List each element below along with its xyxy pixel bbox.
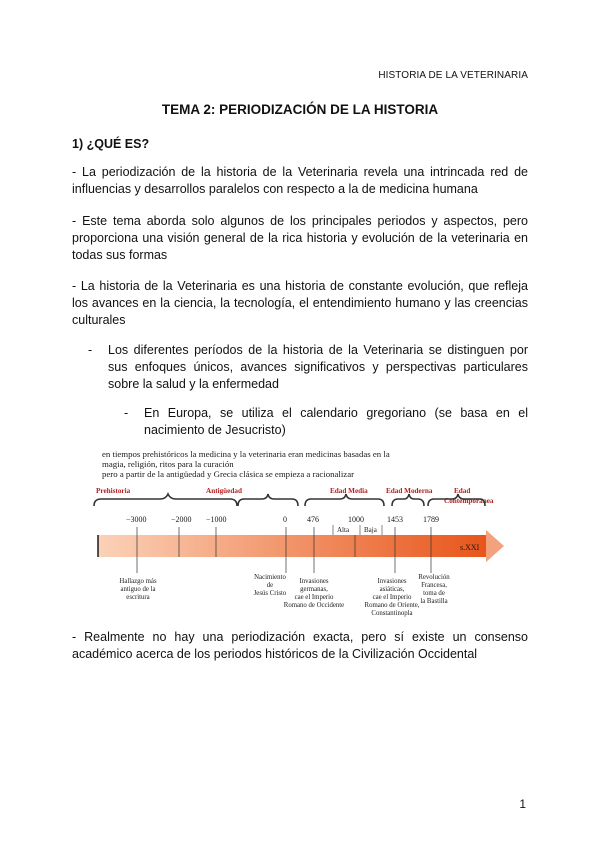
- date-label-1453: 1453: [387, 515, 403, 524]
- event-revolucion-line-2: Francesa,: [421, 582, 447, 589]
- date-label-1789: 1789: [423, 515, 439, 524]
- bullet-periodos: [88, 342, 528, 393]
- event-invasiones-germanas-line-1: Invasiones: [299, 578, 329, 585]
- note-line-3: pero a partir de la antigüedad y Grecia clásica se empieza a racionalizar: [102, 469, 355, 479]
- bullet-marker: -: [124, 406, 129, 420]
- bullet-marker: -: [88, 343, 93, 357]
- timeline-svg: [92, 443, 522, 617]
- event-escritura-line-3: escritura: [126, 594, 150, 601]
- date-label-476: 476: [307, 515, 319, 524]
- page-number: 1: [519, 797, 526, 811]
- event-escritura-line-2: antiguo de la: [120, 586, 156, 593]
- event-escritura-line-1: Hallazgo más: [119, 578, 157, 585]
- date-label-minus-3000: −3000: [126, 515, 147, 524]
- period-label-antiguedad: Antigüedad: [206, 487, 242, 495]
- timeline-figure: [92, 443, 522, 617]
- period-label-prehistoria: Prehistoria: [96, 487, 131, 495]
- event-invasiones-asiaticas-line-3: cae el Imperio: [372, 594, 412, 601]
- brace-prehistoria: [94, 494, 237, 506]
- event-invasiones-asiaticas-line-2: asiáticas,: [379, 586, 405, 593]
- period-label-edad-moderna: Edad Moderna: [386, 487, 433, 495]
- period-label-edad-contemporanea-1: Edad: [454, 487, 471, 495]
- event-revolucion-line-1: Revolución: [418, 574, 450, 581]
- bullet-text: En Europa, se utiliza el calendario gregoriano (se basa en el nacimiento de Jesucristo): [144, 406, 528, 437]
- paragraph-evolucion: - La historia de la Veterinaria es una historia de constante evolución, que refleja los avances en la ciencia, la tecnología, el entendimiento humano y las creencias culturales: [72, 279, 528, 327]
- section-heading: 1) ¿QUÉ ES?: [72, 137, 150, 151]
- brace-antiguedad: [238, 494, 298, 506]
- running-header: HISTORIA DE LA VETERINARIA: [378, 70, 528, 81]
- date-label-minus-2000: −2000: [171, 515, 192, 524]
- event-invasiones-asiaticas-line-1: Invasiones: [377, 578, 407, 585]
- brace-edad-moderna: [392, 494, 424, 506]
- timeline-bar: [98, 535, 486, 557]
- date-label-0: 0: [283, 515, 287, 524]
- date-label-minus-1000: −1000: [206, 515, 227, 524]
- note-line-2: magia, religión, ritos para la curación: [102, 459, 234, 469]
- event-invasiones-asiaticas-line-4: Romano de Oriente,: [364, 602, 420, 609]
- subperiod-label-alta: Alta: [337, 526, 350, 534]
- brace-edad-media: [305, 494, 384, 506]
- period-label-edad-contemporanea-2: Contemporanea: [444, 497, 494, 505]
- period-label-edad-media: Edad Media: [330, 487, 368, 495]
- paragraph-periodizacion: - La periodización de la historia de la Veterinaria revela una intrincada red de influencias y desarrollos paralelos con respecto a la de medicina humana: [72, 165, 528, 196]
- event-nacimiento-line-2: de: [266, 582, 274, 589]
- bullet-calendario: [124, 405, 528, 439]
- event-invasiones-asiaticas-line-5: Constantinopla: [371, 610, 413, 617]
- event-invasiones-germanas-line-2: germanas,: [300, 586, 328, 593]
- event-revolucion-line-3: toma de: [423, 590, 445, 597]
- event-invasiones-germanas-line-3: cae el Imperio: [294, 594, 334, 601]
- event-nacimiento-line-1: Nacimiento: [254, 574, 286, 581]
- event-revolucion-line-4: la Bastilla: [420, 598, 448, 605]
- subperiod-label-baja: Baja: [364, 526, 377, 534]
- paragraph-tema: - Este tema aborda solo algunos de los principales periodos y aspectos, pero proporciona una visión general de la rica historia y evolución de la veterinaria en todas sus formas: [72, 214, 528, 262]
- note-line-1: en tiempos prehistóricos la medicina y la veterinaria eran medicinas basadas en la: [102, 449, 390, 459]
- event-invasiones-germanas-line-4: Romano de Occidente: [283, 602, 345, 609]
- paragraph-consenso: - Realmente no hay una periodización exacta, pero sí existe un consenso académico acerca de los periodos históricos de la Civilización Occidental: [72, 630, 528, 661]
- date-label-1000: 1000: [348, 515, 364, 524]
- bullet-text: Los diferentes períodos de la historia de la Veterinaria se distinguen por sus enfoques únicos, avances significativos y perspectivas particulares sobre la salud y la enfermedad: [108, 343, 528, 391]
- page-title: TEMA 2: PERIODIZACIÓN DE LA HISTORIA: [161, 102, 439, 117]
- timeline-arrow-tip: [486, 530, 504, 562]
- bar-end-label: s.XXI: [460, 543, 480, 552]
- event-nacimiento-line-3: Jesús Cristo: [253, 590, 287, 597]
